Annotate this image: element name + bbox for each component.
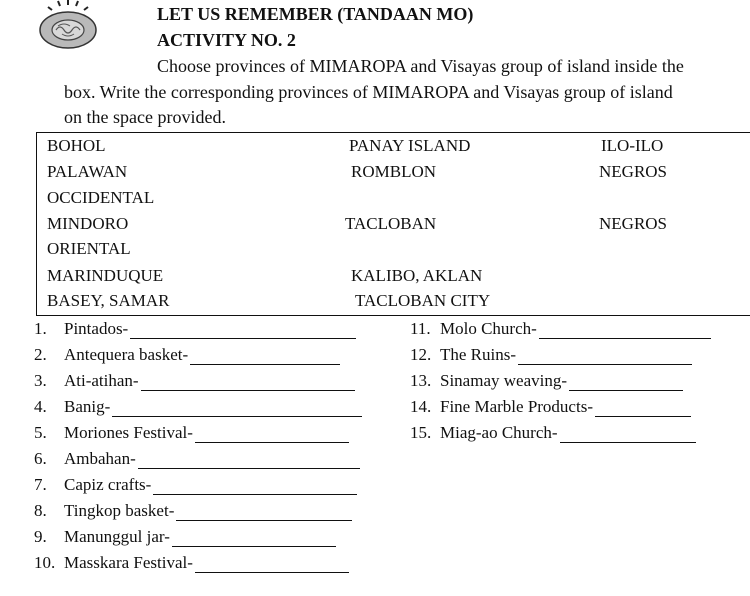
answer-blank[interactable] <box>172 532 336 547</box>
answer-item-14 <box>410 397 691 417</box>
instruction-line-1: Choose provinces of MIMAROPA and Visayas group of island inside the <box>157 56 684 76</box>
item-number: 4. <box>34 397 47 416</box>
answer-item-7 <box>34 475 357 495</box>
answer-blank[interactable] <box>141 376 355 391</box>
instruction-line-2: box. Write the corresponding provinces of MIMAROPA and Visayas group of island <box>64 82 673 102</box>
answer-item-5 <box>34 423 349 443</box>
answer-item-13 <box>410 371 683 391</box>
page-title: LET US REMEMBER (TANDAAN MO) <box>157 4 474 24</box>
item-label: Pintados- <box>64 319 129 338</box>
item-label: Tingkop basket- <box>64 501 175 520</box>
choice-item: KALIBO, AKLAN <box>351 266 483 285</box>
item-label: Fine Marble Products- <box>440 397 593 416</box>
item-label: Manunggul jar- <box>64 527 170 546</box>
item-number: 13. <box>410 371 432 390</box>
answer-blank[interactable] <box>560 428 696 443</box>
item-label: Sinamay weaving- <box>440 371 567 390</box>
answer-blank[interactable] <box>130 324 356 339</box>
item-label: Miag-ao Church- <box>440 423 558 442</box>
item-label: Ati-atihan- <box>64 371 139 390</box>
item-number: 15. <box>410 423 432 442</box>
brain-idea-icon <box>36 0 100 50</box>
choice-item: PALAWAN <box>47 162 128 181</box>
choices-box <box>36 132 750 316</box>
item-number: 1. <box>34 319 47 338</box>
item-label: The Ruins- <box>440 345 517 364</box>
item-number: 11. <box>410 319 431 338</box>
choice-item: ORIENTAL <box>47 239 131 258</box>
answer-item-2 <box>34 345 340 365</box>
item-label: Masskara Festival- <box>64 553 193 572</box>
choice-item: NEGROS <box>599 214 668 233</box>
item-number: 12. <box>410 345 432 364</box>
answer-blank[interactable] <box>518 350 692 365</box>
answer-blank[interactable] <box>112 402 362 417</box>
item-number: 2. <box>34 345 47 364</box>
answer-item-15 <box>410 423 696 443</box>
choice-item: ILO-ILO <box>601 136 664 155</box>
item-label: Antequera basket- <box>64 345 189 364</box>
choice-item: TACLOBAN <box>345 214 437 233</box>
answer-item-9 <box>34 527 336 547</box>
choice-item: BOHOL <box>47 136 106 155</box>
choice-item: NEGROS <box>599 162 668 181</box>
item-number: 9. <box>34 527 47 546</box>
answer-item-1 <box>34 319 356 339</box>
answer-item-11 <box>410 319 711 339</box>
item-label: Molo Church- <box>440 319 537 338</box>
item-label: Moriones Festival- <box>64 423 193 442</box>
choice-item: OCCIDENTAL <box>47 188 155 207</box>
choice-item: MINDORO <box>47 214 129 233</box>
answer-blank[interactable] <box>569 376 683 391</box>
answer-item-3 <box>34 371 355 391</box>
item-label: Banig- <box>64 397 111 416</box>
item-number: 8. <box>34 501 47 520</box>
choice-item: ROMBLON <box>351 162 437 181</box>
answer-blank[interactable] <box>539 324 711 339</box>
item-number: 3. <box>34 371 47 390</box>
instruction-line-3: on the space provided. <box>64 107 226 127</box>
answer-item-6 <box>34 449 360 469</box>
answer-blank[interactable] <box>190 350 340 365</box>
answer-blank[interactable] <box>176 506 352 521</box>
answer-item-10 <box>34 553 349 573</box>
item-number: 7. <box>34 475 47 494</box>
answer-blank[interactable] <box>195 558 349 573</box>
answer-blank[interactable] <box>595 402 691 417</box>
answer-item-8 <box>34 501 352 521</box>
item-label: Ambahan- <box>64 449 136 468</box>
item-number: 14. <box>410 397 432 416</box>
choice-item: BASEY, SAMAR <box>47 291 170 310</box>
activity-label: ACTIVITY NO. 2 <box>157 30 296 50</box>
choice-item: PANAY ISLAND <box>349 136 471 155</box>
item-label: Capiz crafts- <box>64 475 152 494</box>
item-number: 10. <box>34 553 56 572</box>
answer-blank[interactable] <box>195 428 349 443</box>
answer-item-4 <box>34 397 362 417</box>
item-number: 6. <box>34 449 47 468</box>
choice-item: TACLOBAN CITY <box>355 291 491 310</box>
answer-blank[interactable] <box>153 480 357 495</box>
answer-item-12 <box>410 345 692 365</box>
item-number: 5. <box>34 423 47 442</box>
answer-blank[interactable] <box>138 454 360 469</box>
choice-item: MARINDUQUE <box>47 266 164 285</box>
